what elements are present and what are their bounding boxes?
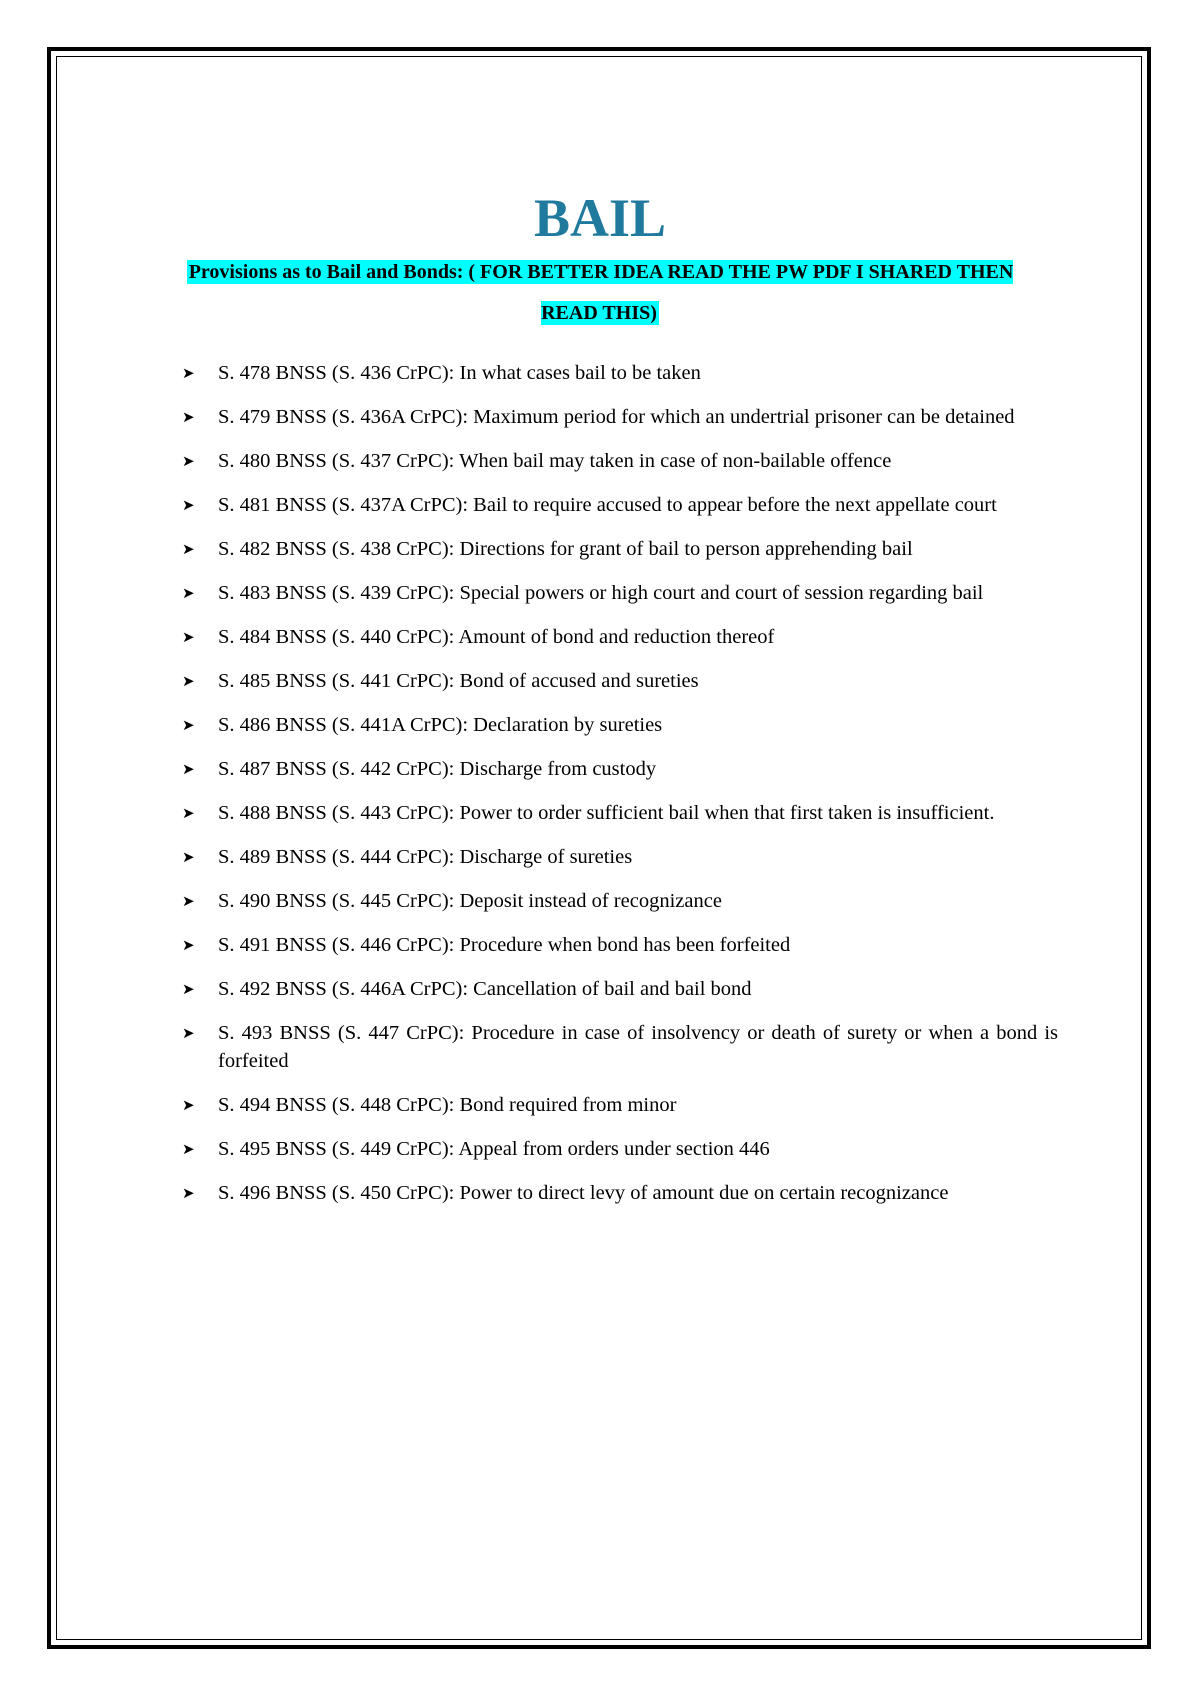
list-item — [182, 755, 1058, 783]
provisions-list — [182, 359, 1058, 1223]
list-item — [182, 1091, 1058, 1119]
arrow-bullet-icon: ➤ — [182, 452, 195, 470]
provision-text: S. 495 BNSS (S. 449 CrPC): Appeal from orders under section 446 — [218, 1138, 770, 1160]
list-item — [182, 843, 1058, 871]
arrow-bullet-icon: ➤ — [182, 716, 195, 734]
arrow-bullet-icon: ➤ — [182, 804, 195, 822]
subtitle-highlight: Provisions as to Bail and Bonds: ( FOR BETTER IDEA READ THE PW PDF I SHARED THEN READ THIS) — [188, 261, 1014, 324]
arrow-bullet-icon: ➤ — [182, 628, 195, 646]
list-item — [182, 931, 1058, 959]
list-item — [182, 1179, 1058, 1207]
list-item — [182, 711, 1058, 739]
provision-text: S. 483 BNSS (S. 439 CrPC): Special powers or high court and court of session regarding bail — [218, 582, 984, 604]
arrow-bullet-icon: ➤ — [182, 1096, 195, 1114]
arrow-bullet-icon: ➤ — [182, 1140, 195, 1158]
arrow-bullet-icon: ➤ — [182, 364, 195, 382]
list-item — [182, 447, 1058, 475]
list-item — [182, 975, 1058, 1003]
provision-text: S. 493 BNSS (S. 447 CrPC): Procedure in case of insolvency or death of surety or when a bond is forfeited — [218, 1022, 1058, 1072]
provision-text: S. 490 BNSS (S. 445 CrPC): Deposit instead of recognizance — [218, 890, 722, 912]
provision-text: S. 482 BNSS (S. 438 CrPC): Directions for grant of bail to person apprehending bail — [218, 538, 913, 560]
provision-text: S. 488 BNSS (S. 443 CrPC): Power to order sufficient bail when that first taken is insufficient. — [218, 802, 995, 824]
provision-text: S. 486 BNSS (S. 441A CrPC): Declaration by sureties — [218, 714, 663, 736]
subtitle — [180, 252, 1020, 334]
provision-text: S. 480 BNSS (S. 437 CrPC): When bail may taken in case of non-bailable offence — [218, 450, 892, 472]
list-item — [182, 359, 1058, 387]
provision-text: S. 479 BNSS (S. 436A CrPC): Maximum period for which an undertrial prisoner can be detained — [218, 406, 1015, 428]
list-item — [182, 799, 1058, 827]
provision-text: S. 489 BNSS (S. 444 CrPC): Discharge of sureties — [218, 846, 633, 868]
provision-text: S. 484 BNSS (S. 440 CrPC): Amount of bond and reduction thereof — [218, 626, 775, 648]
provision-text: S. 491 BNSS (S. 446 CrPC): Procedure when bond has been forfeited — [218, 934, 791, 956]
arrow-bullet-icon: ➤ — [182, 540, 195, 558]
list-item — [182, 1135, 1058, 1163]
list-item — [182, 667, 1058, 695]
arrow-bullet-icon: ➤ — [182, 672, 195, 690]
arrow-bullet-icon: ➤ — [182, 584, 195, 602]
arrow-bullet-icon: ➤ — [182, 496, 195, 514]
list-item — [182, 623, 1058, 651]
provision-text: S. 478 BNSS (S. 436 CrPC): In what cases bail to be taken — [218, 362, 701, 384]
list-item — [182, 491, 1058, 519]
arrow-bullet-icon: ➤ — [182, 1184, 195, 1202]
arrow-bullet-icon: ➤ — [182, 892, 195, 910]
arrow-bullet-icon: ➤ — [182, 936, 195, 954]
provision-text: S. 494 BNSS (S. 448 CrPC): Bond required from minor — [218, 1094, 677, 1116]
list-item — [182, 579, 1058, 607]
provision-text: S. 492 BNSS (S. 446A CrPC): Cancellation of bail and bail bond — [218, 978, 752, 1000]
arrow-bullet-icon: ➤ — [182, 1024, 195, 1042]
page-title: BAIL — [533, 188, 667, 249]
provision-text: S. 487 BNSS (S. 442 CrPC): Discharge from custody — [218, 758, 657, 780]
list-item — [182, 1019, 1058, 1075]
provision-text: S. 485 BNSS (S. 441 CrPC): Bond of accused and sureties — [218, 670, 699, 692]
arrow-bullet-icon: ➤ — [182, 760, 195, 778]
list-item — [182, 535, 1058, 563]
provision-text: S. 481 BNSS (S. 437A CrPC): Bail to require accused to appear before the next appellate court — [218, 494, 997, 516]
arrow-bullet-icon: ➤ — [182, 980, 195, 998]
arrow-bullet-icon: ➤ — [182, 848, 195, 866]
provision-text: S. 496 BNSS (S. 450 CrPC): Power to direct levy of amount due on certain recognizance — [218, 1182, 949, 1204]
list-item — [182, 887, 1058, 915]
arrow-bullet-icon: ➤ — [182, 408, 195, 426]
list-item — [182, 403, 1058, 431]
